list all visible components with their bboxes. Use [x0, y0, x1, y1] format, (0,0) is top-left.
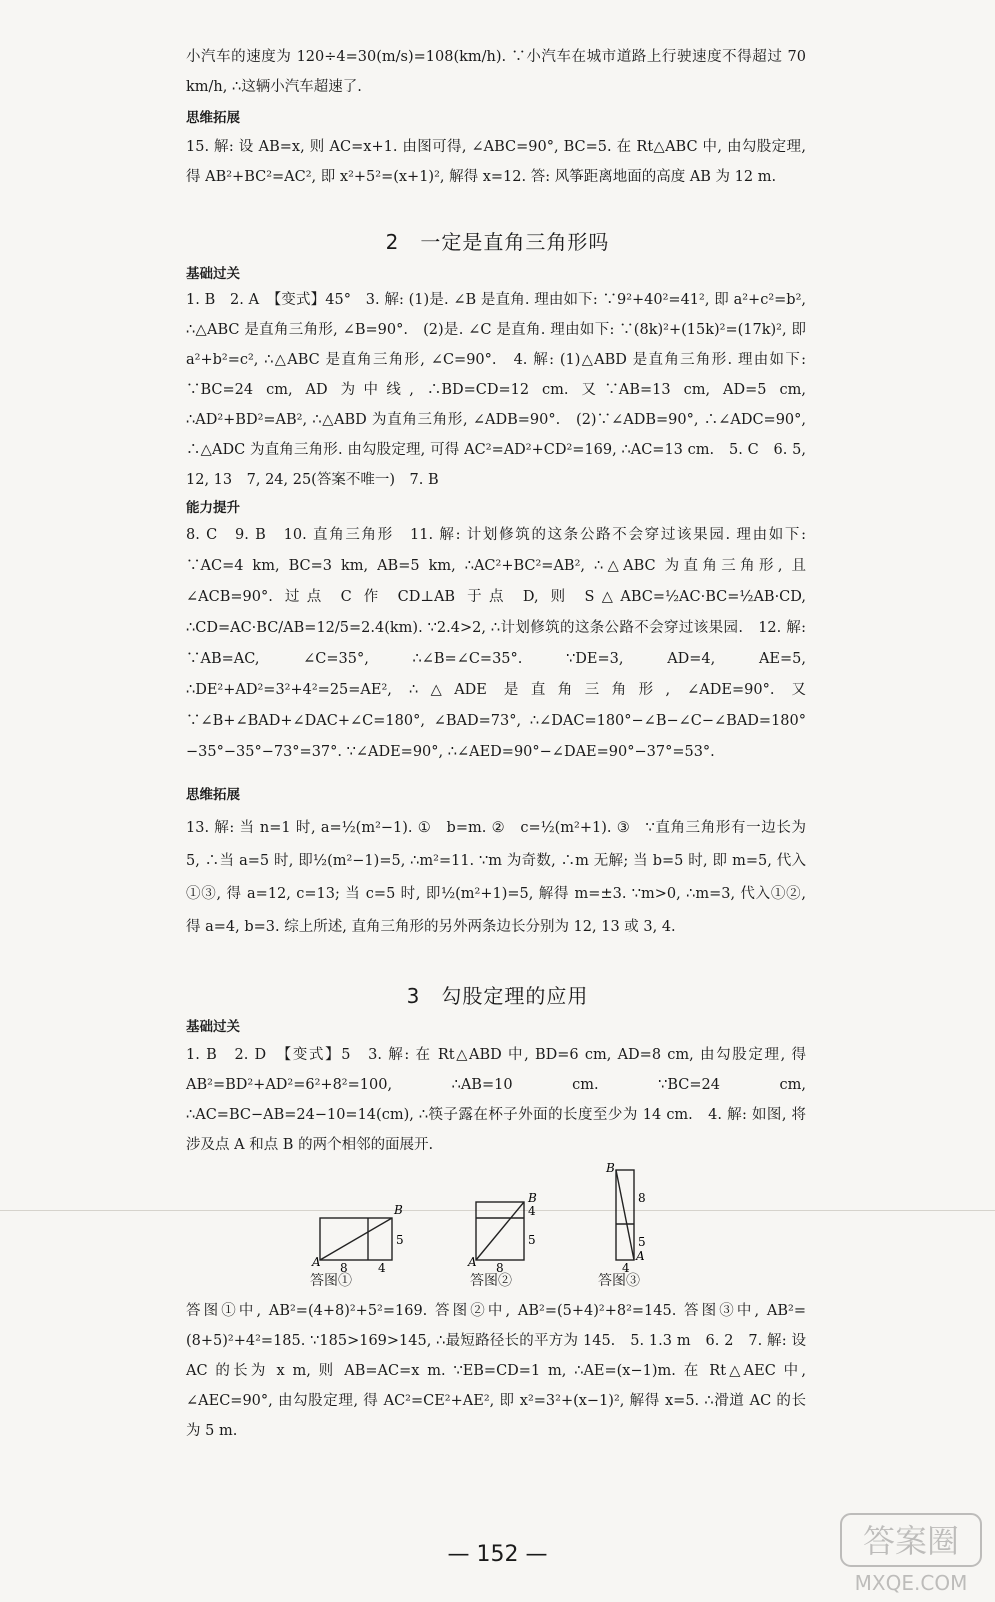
- page-number: — 152 —: [447, 1542, 548, 1567]
- watermark-logo: [837, 1508, 987, 1598]
- fig2-label-w: 8: [496, 1261, 504, 1275]
- figure-2: [467, 1191, 537, 1275]
- figure-2-caption: 答图②: [470, 1273, 512, 1289]
- fig1-label-B: B: [394, 1203, 403, 1217]
- fig3-label-B: B: [606, 1161, 615, 1175]
- section-heading-ability: 能力提升: [186, 500, 240, 516]
- watermark-url: MXQE.COM: [854, 1571, 968, 1595]
- section-heading-basic-2: 基础过关: [186, 1019, 240, 1035]
- fig3-label-A: A: [636, 1249, 645, 1263]
- figure-3-caption: 答图③: [598, 1273, 640, 1289]
- fig3-label-w: 4: [622, 1261, 630, 1275]
- figure-3: [605, 1161, 646, 1275]
- section-heading-thinking: 思维拓展: [186, 110, 240, 126]
- question-13: 13. 解: 当 n=1 时, a=½(m²−1). ① b=m. ② c=½(m²+1). ③ ∵直角三角形有一边长为 5, ∴当 a=5 时, 即½(m²−1)=5, ∴m²=11. ∵m 为奇数, ∴m 无解; 当 b=5 时, 即 m=5, 代入①③, 得 a=12, c=13; 当 c=5 时, 即½(m²+1)=5, 解得 m=±3. ∵m>0, ∴m=3, 代入①②, 得 a=4, b=3. 综上所述, 直角三角形的另外两条边长分别为 12, 13 或 3, 4.: [186, 820, 806, 935]
- fig2-label-B: B: [528, 1191, 537, 1205]
- section-heading-basic: 基础过关: [186, 266, 240, 282]
- fig3-label-h2: 5: [638, 1235, 646, 1249]
- chapter-2-title: 2 一定是直角三角形吗: [385, 230, 610, 254]
- watermark-text: 答案圈: [862, 1522, 960, 1560]
- question-15: 15. 解: 设 AB=x, 则 AC=x+1. 由图可得, ∠ABC=90°, BC=5. 在 Rt△ABC 中, 由勾股定理, 得 AB²+BC²=AC², 即 x²+5²=(x+1)², 解得 x=12. 答: 风筝距离地面的高度 AB 为 12 m.: [186, 139, 806, 185]
- figure-1: [311, 1203, 404, 1275]
- chapter-3-remaining-answers: 答图①中, AB²=(4+8)²+5²=169. 答图②中, AB²=(5+4)²+8²=145. 答图③中, AB²=(8+5)²+4²=185. ∵185>169>145, ∴最短路径长的平方为 145. 5. 1.3 m 6. 2 7. 解: 设 AC 的长为 x m, 则 AB=AC=x m. ∵EB=CD=1 m, ∴AE=(x−1)m. 在 Rt△AEC 中, ∠AEC=90°, 由勾股定理, 得 AC²=CE²+AE², 即 x²=3²+(x−1)², 解得 x=5. ∴滑道 AC 的长为 5 m.: [186, 1303, 806, 1439]
- intro-paragraph: 小汽车的速度为 120÷4=30(m/s)=108(km/h). ∵小汽车在城市道路上行驶速度不得超过 70 km/h, ∴这辆小汽车超速了.: [186, 49, 806, 95]
- fig3-label-h1: 8: [638, 1191, 646, 1205]
- fig1-label-w1: 8: [340, 1261, 348, 1275]
- fig1-label-A: A: [312, 1255, 321, 1269]
- chapter-2-ability-answers: 8. C 9. B 10. 直角三角形 11. 解: 计划修筑的这条公路不会穿过该果园. 理由如下: ∵AC=4 km, BC=3 km, AB=5 km, ∴AC²+BC²=AB², ∴△ABC 为直角三角形, 且∠ACB=90°. 过点 C 作 CD⊥AB 于点 D, 则 S△ABC=½AC·BC=½AB·CD, ∴CD=AC·BC/AB=12/5=2.4(km). ∵2.4>2, ∴计划修筑的这条公路不会穿过该果园. 12. 解: ∵AB=AC, ∠C=35°, ∴∠B=∠C=35°. ∵DE=3, AD=4, AE=5, ∴DE²+AD²=3²+4²=25=AE², ∴△ADE 是直角三角形, ∠ADE=90°. 又∵∠B+∠BAD+∠DAC+∠C=180°, ∠BAD=73°, ∴∠DAC=180°−∠B−∠C−∠BAD=180°−35°−35°−73°=37°. ∵∠ADE=90°, ∴∠AED=90°−∠DAE=90°−37°=53°.: [186, 527, 806, 760]
- chapter-2-basic-answers: 1. B 2. A 【变式】45° 3. 解: (1)是. ∠B 是直角. 理由如下: ∵9²+40²=41², 即 a²+c²=b², ∴△ABC 是直角三角形, ∠B=90°. (2)是. ∠C 是直角. 理由如下: ∵(8k)²+(15k)²=(17k)², 即 a²+b²=c², ∴△ABC 是直角三角形, ∠C=90°. 4. 解: (1)△ABD 是直角三角形. 理由如下: ∵BC=24 cm, AD 为中线, ∴BD=CD=12 cm. 又∵AB=13 cm, AD=5 cm, ∴AD²+BD²=AB², ∴△ABD 为直角三角形, ∠ADB=90°. (2)∵∠ADB=90°, ∴∠ADC=90°, ∴△ADC 为直角三角形. 由勾股定理, 可得 AC²=AD²+CD²=169, ∴AC=13 cm. 5. C 6. 5, 12, 13 7, 24, 25(答案不唯一) 7. B: [186, 292, 806, 488]
- chapter-3-title: 3 勾股定理的应用: [406, 984, 589, 1008]
- section-heading-thinking-2: 思维拓展: [186, 787, 240, 803]
- figure-1-caption: 答图①: [310, 1273, 352, 1289]
- fig1-label-h: 5: [396, 1233, 404, 1247]
- fig2-label-h1: 5: [528, 1233, 536, 1247]
- fig1-label-w2: 4: [378, 1261, 386, 1275]
- chapter-3-basic-answers: 1. B 2. D 【变式】5 3. 解: 在 Rt△ABD 中, BD=6 cm, AD=8 cm, 由勾股定理, 得 AB²=BD²+AD²=6²+8²=100, ∴AB=10 cm. ∵BC=24 cm, ∴AC=BC−AB=24−10=14(cm), ∴筷子露在杯子外面的长度至少为 14 cm. 4. 解: 如图, 将涉及点 A 和点 B 的两个相邻的面展开.: [186, 1047, 806, 1153]
- answer-figures: [300, 1160, 680, 1290]
- fig2-label-h2: 4: [528, 1204, 536, 1218]
- fig2-label-A: A: [468, 1255, 477, 1269]
